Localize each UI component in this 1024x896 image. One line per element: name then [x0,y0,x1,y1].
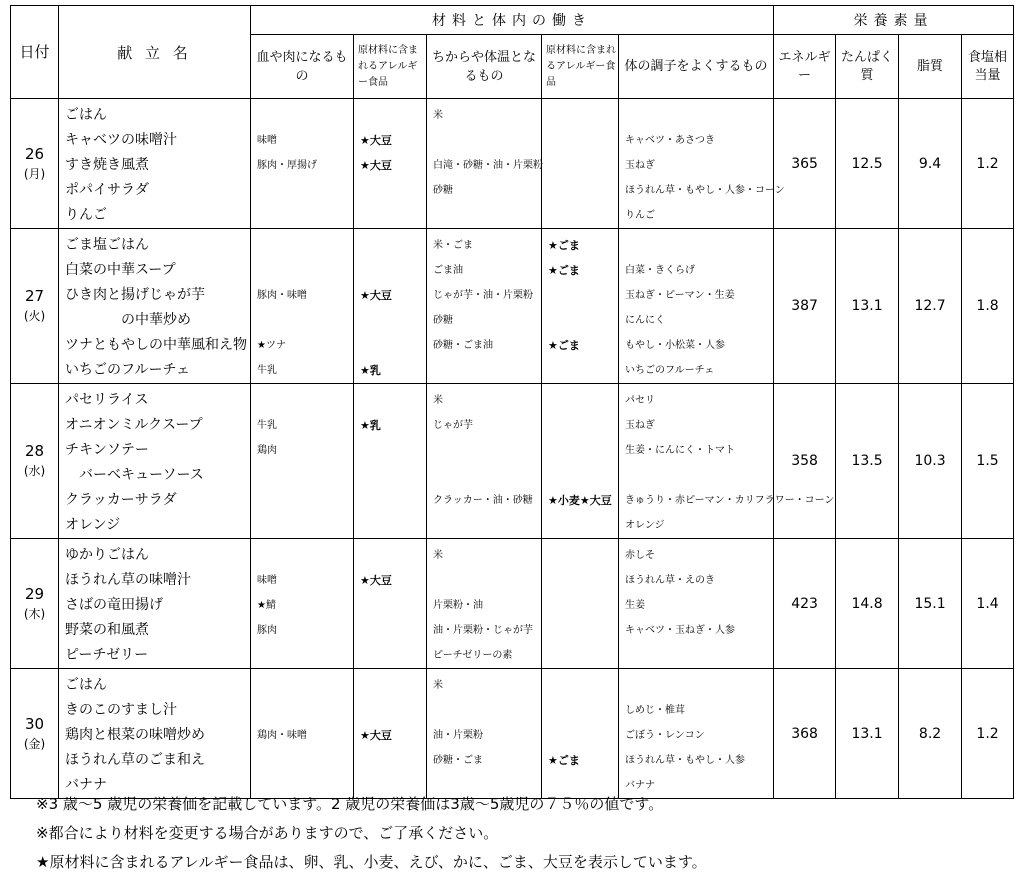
allergy-list-1 [354,539,427,669]
body-condition-list [619,99,785,229]
day-of-week: (金) [23,736,46,751]
fat-header: 脂質 [899,35,962,99]
dish-list [59,669,251,799]
energy-source-list-item [427,128,541,153]
allergy-list-2-item [542,178,618,203]
day-row [11,99,1014,229]
allergy-list-2-item: ★小麦★大豆 [548,494,612,507]
body-condition-list-item: 玉ねぎ [625,420,655,431]
body-condition-list-item [619,643,773,668]
dish-list-item: りんご [65,207,107,223]
allergy-list-2-item [542,203,618,228]
dish-list-item: キャベツの味噌汁 [65,132,177,148]
blood-meat-header: 血や肉になるもの [251,35,354,99]
energy-value: 387 [774,229,836,384]
energy-source-list-item [427,513,541,538]
dish-list-item: ほうれん草の味噌汁 [65,572,191,588]
body-condition-list-item: りんご [625,210,655,221]
blood-meat-list-item [251,203,353,228]
allergy-list-2-item [542,698,618,723]
allergy-list-2-item: ★ごま [548,239,580,252]
fat-value: 15.1 [899,539,962,669]
allergy-list-1-item [354,593,426,618]
allergy-list-1-item: ★大豆 [360,134,392,147]
blood-meat-list-item: 味噌 [257,575,277,586]
body-condition-list-item [619,103,773,128]
energy-source-list-item: クラッカー・油・砂糖 [433,495,533,506]
allergy-list-2-item [542,513,618,538]
menu-name-header: 献 立 名 [59,6,251,99]
day-of-week: (火) [23,309,46,323]
fat-value: 9.4 [899,99,962,229]
body-condition-list-item: バナナ [625,780,655,791]
allergy-list-2-item: ★ごま [548,339,580,352]
menu-table [10,5,1014,799]
blood-meat-list-item [251,673,353,698]
day-date [11,669,59,799]
day-row [11,384,1014,539]
dish-list-item: ポパイサラダ [65,182,149,198]
blood-meat-list-item: 味噌 [257,135,277,146]
allergy-list-1-item [354,463,426,488]
allergy-list-2-item [542,308,618,333]
day-row [11,669,1014,799]
allergy-list-1-item: ★乳 [360,364,381,377]
energy-source-list-item: じゃが芋・油・片栗粉 [433,290,533,301]
energy-source-list-item: 油・片栗粉・じゃが芋 [433,625,533,636]
dish-list-item: すき焼き風煮 [65,157,149,173]
body-condition-list-item: 赤しそ [625,550,655,561]
blood-meat-list-item [251,308,353,333]
blood-meat-list-item [251,513,353,538]
body-condition-list-item: しめじ・椎茸 [625,705,685,716]
allergy-list-2-item [542,413,618,438]
protein-value: 14.8 [836,539,899,669]
energy-source-list [427,384,542,539]
energy-source-header: ちからや体温となるもの [427,35,542,99]
allergy-header-1: 原材料に含まれるアレルギー食品 [354,35,427,99]
body-condition-list-item: ほうれん草・もやし・人参 [625,755,745,766]
day-date [11,539,59,669]
energy-source-list-item: 米 [433,110,443,121]
energy-source-list-item: 油・片栗粉 [433,730,483,741]
body-condition-list-item: 生姜・にんにく・トマト [625,445,735,456]
dish-list [59,539,251,669]
body-condition-list-item: パセリ [625,395,655,406]
allergy-list-1-item [354,748,426,773]
allergy-list-2-item [542,618,618,643]
allergy-list-2-item [542,568,618,593]
salt-header: 食塩相当量 [962,35,1014,99]
nutrition-group-header: 栄養素量 [774,6,1014,35]
energy-source-list-item: 砂糖・ごま [433,755,483,766]
allergy-list-2-item [542,593,618,618]
energy-source-list-item: 砂糖・ごま油 [433,340,493,351]
energy-source-list-item [427,568,541,593]
blood-meat-list [251,384,354,539]
blood-meat-list-item [251,748,353,773]
body-condition-list-item: オレンジ [625,520,665,531]
allergy-list-2 [542,229,619,384]
footnote: ※都合により材料を変更する場合がありますので、ご了承ください。 [36,824,499,842]
footnote: ※3 歳〜5 歳児の栄養価を記載しています。2 歳児の栄養価は3歳〜5歳児の７５％の値です。 [36,795,664,813]
energy-source-list-item [427,203,541,228]
day-date [11,229,59,384]
allergy-list-1-item [354,438,426,463]
energy-source-list-item [427,463,541,488]
allergy-list-1-item [354,543,426,568]
allergy-list-1-item [354,308,426,333]
protein-value: 12.5 [836,99,899,229]
dish-list-item: ごはん [65,107,107,123]
allergy-list-1-item [354,673,426,698]
energy-source-list-item [427,438,541,463]
date-number: 30 [24,714,45,733]
dish-list-item: ツナともやしの中華風和え物 [65,337,247,353]
allergy-list-1 [354,669,427,799]
energy-source-list-item: ピーチゼリーの素 [433,650,513,661]
allergy-list-2-item [542,723,618,748]
allergy-list-1 [354,99,427,229]
dish-list-item: ほうれん草のごま和え [65,752,205,768]
blood-meat-list-item [251,388,353,413]
footnotes [36,790,707,877]
dish-list [59,384,251,539]
dish-list-item: の中華炒め [65,312,191,328]
salt-value: 1.2 [962,99,1014,229]
date-number: 28 [24,442,45,460]
blood-meat-list-item [251,543,353,568]
blood-meat-list-item [251,103,353,128]
blood-meat-list-item: 牛乳 [257,420,277,431]
energy-source-list-item: ごま油 [433,265,463,276]
dish-list-item: バナナ [65,777,107,793]
body-condition-list-item: いちごのフルーチェ [625,365,715,376]
blood-meat-list [251,229,354,384]
blood-meat-list-item [251,233,353,258]
energy-source-list-item: 米・ごま [433,240,473,251]
energy-source-list-item: 米 [433,550,443,561]
blood-meat-list-item [251,258,353,283]
energy-source-list-item [427,698,541,723]
allergy-list-1-item: ★大豆 [360,574,392,587]
dish-list-item: ごはん [65,677,107,693]
day-row [11,229,1014,384]
blood-meat-list-item: 牛乳 [257,365,277,376]
energy-source-list-item: 砂糖 [433,315,453,326]
dish-list-item: ごま塩ごはん [65,237,149,253]
energy-source-list [427,229,542,384]
allergy-list-1-item: ★大豆 [360,289,392,302]
fat-value: 8.2 [899,669,962,799]
dish-list-item: バーベキューソース [65,467,204,483]
allergy-list-1-item [354,178,426,203]
date-number: 29 [24,584,45,603]
day-row [11,539,1014,669]
dish-list-item: チキンソテー [65,442,149,458]
date-number: 26 [24,144,45,163]
energy-source-list [427,539,542,669]
body-condition-list-item: もやし・小松菜・人参 [625,340,725,351]
allergy-list-2-item [542,463,618,488]
body-condition-list-item: きゅうり・赤ピーマン・カリフラワー・コーン [625,495,835,506]
salt-value: 1.5 [962,384,1014,539]
body-condition-list-item: ごぼう・レンコン [625,730,705,741]
dish-list-item: 白菜の中華スープ [65,262,176,278]
energy-value: 358 [774,384,836,539]
blood-meat-list-item [251,463,353,488]
allergy-list-1-item [354,258,426,283]
allergy-list-1-item: ★大豆 [360,729,392,742]
fat-value: 12.7 [899,229,962,384]
allergy-list-1-item [354,203,426,228]
dish-list-item: ひき肉と揚げじゃが芋 [65,287,205,303]
body-condition-list-item: 生姜 [625,600,645,611]
allergy-list-2-item [542,128,618,153]
dish-list-item: いちごのフルーチェ [65,362,191,378]
allergy-list-2-item [542,388,618,413]
body-condition-header: 体の調子をよくするもの [619,35,774,99]
blood-meat-list-item [251,488,353,513]
allergy-list-2 [542,539,619,669]
allergy-list-1-item [354,488,426,513]
dish-list-item: きのこのすまし汁 [65,702,177,718]
body-condition-list [619,229,774,384]
allergy-list-2-item [542,438,618,463]
blood-meat-list-item: 鶏肉・味噌 [257,730,307,741]
allergy-list-2-item [542,283,618,308]
dish-list-item: 野菜の和風煮 [65,622,149,638]
allergy-list-1-item: ★大豆 [360,159,392,172]
allergy-list-2-item: ★ごま [548,264,580,277]
allergy-list-2-item [542,153,618,178]
date-header: 日付 [11,6,59,99]
energy-source-list-item: 片栗粉・油 [433,600,483,611]
energy-source-list-item [427,358,541,383]
energy-value: 365 [774,99,836,229]
allergy-list-2-item: ★ごま [548,754,580,767]
salt-value: 1.4 [962,539,1014,669]
allergy-list-1-item [354,388,426,413]
dish-list-item: ゆかりごはん [65,547,149,563]
allergy-list-2 [542,669,619,799]
body-condition-list-item [619,233,773,258]
body-condition-list-item [619,463,773,488]
allergy-list-1-item [354,643,426,668]
energy-source-list-item: 米 [433,395,443,406]
protein-value: 13.1 [836,229,899,384]
day-of-week: (木) [23,606,46,621]
dish-list-item: パセリライス [65,392,149,408]
energy-value: 423 [774,539,836,669]
body-condition-list [619,669,774,799]
dish-list-item: クラッカーサラダ [65,492,177,508]
energy-source-list-item: 砂糖 [433,185,453,196]
blood-meat-list-item: 豚肉 [257,625,277,636]
day-of-week: (水) [23,464,46,478]
salt-value: 1.8 [962,229,1014,384]
energy-source-list-item: じゃが芋 [433,420,473,431]
allergy-list-1-item [354,698,426,723]
allergy-list-1 [354,229,427,384]
allergy-list-1-item [354,333,426,358]
blood-meat-list-item [251,643,353,668]
day-of-week: (月) [23,166,46,181]
dish-list-item: オレンジ [65,517,121,533]
dish-list [59,99,251,229]
body-condition-list-item: ほうれん草・えのき [625,575,715,586]
allergy-list-2-item [542,643,618,668]
blood-meat-list-item [251,698,353,723]
dish-list [59,229,251,384]
day-date [11,99,59,229]
blood-meat-list-item: ★ツナ [257,340,286,351]
protein-header: たんぱく質 [836,35,899,99]
energy-source-list [427,669,542,799]
allergy-list-2 [542,99,619,229]
protein-value: 13.5 [836,384,899,539]
allergy-list-2-item [542,673,618,698]
energy-source-list-item: 白滝・砂糖・油・片栗粉 [433,160,543,171]
allergy-list-1 [354,384,427,539]
blood-meat-list-item: 鶏肉 [257,445,277,456]
allergy-list-2-item [542,103,618,128]
allergy-list-1-item [354,103,426,128]
protein-value: 13.1 [836,669,899,799]
allergy-list-1-item [354,233,426,258]
date-number: 27 [24,287,45,305]
energy-header: エネルギー [774,35,836,99]
salt-value: 1.2 [962,669,1014,799]
allergy-header-2: 原材料に含まれるアレルギー食品 [542,35,619,99]
allergy-list-1-item: ★乳 [360,419,381,432]
energy-value: 368 [774,669,836,799]
body-condition-list-item [619,673,773,698]
body-condition-list-item: キャベツ・玉ねぎ・人参 [625,625,735,636]
body-condition-list-item: 玉ねぎ・ピーマン・生姜 [625,290,735,301]
blood-meat-list-item: 豚肉・味噌 [257,290,307,301]
blood-meat-list [251,99,354,229]
body-condition-list-item: 玉ねぎ [625,160,655,171]
allergy-list-1-item [354,618,426,643]
ingredients-group-header: 材料と体内の働き [251,6,774,35]
blood-meat-list [251,669,354,799]
body-condition-list-item: キャベツ・あさつき [625,135,715,146]
energy-source-list [427,99,542,229]
allergy-list-2 [542,384,619,539]
allergy-list-1-item [354,513,426,538]
blood-meat-list-item: ★鯖 [257,600,276,611]
body-condition-list-item: にんにく [625,315,665,326]
fat-value: 10.3 [899,384,962,539]
blood-meat-list-item: 豚肉・厚揚げ [257,160,317,171]
body-condition-list-item: 白菜・きくらげ [625,265,695,276]
dish-list-item: さばの竜田揚げ [65,597,163,613]
body-condition-list [619,539,774,669]
allergy-list-2-item [542,358,618,383]
blood-meat-list [251,539,354,669]
blood-meat-list-item [251,178,353,203]
body-condition-list-item: ほうれん草・もやし・人参・コーン [625,185,785,196]
energy-source-list-item: 米 [433,680,443,691]
dish-list-item: オニオンミルクスープ [65,417,203,433]
allergy-list-2-item [542,543,618,568]
dish-list-item: 鶏肉と根菜の味噌炒め [65,727,205,743]
footnote: ★原材料に含まれるアレルギー食品は、卵、乳、小麦、えび、かに、ごま、大豆を表示しています。 [36,853,707,871]
day-date [11,384,59,539]
dish-list-item: ピーチゼリー [65,647,149,663]
